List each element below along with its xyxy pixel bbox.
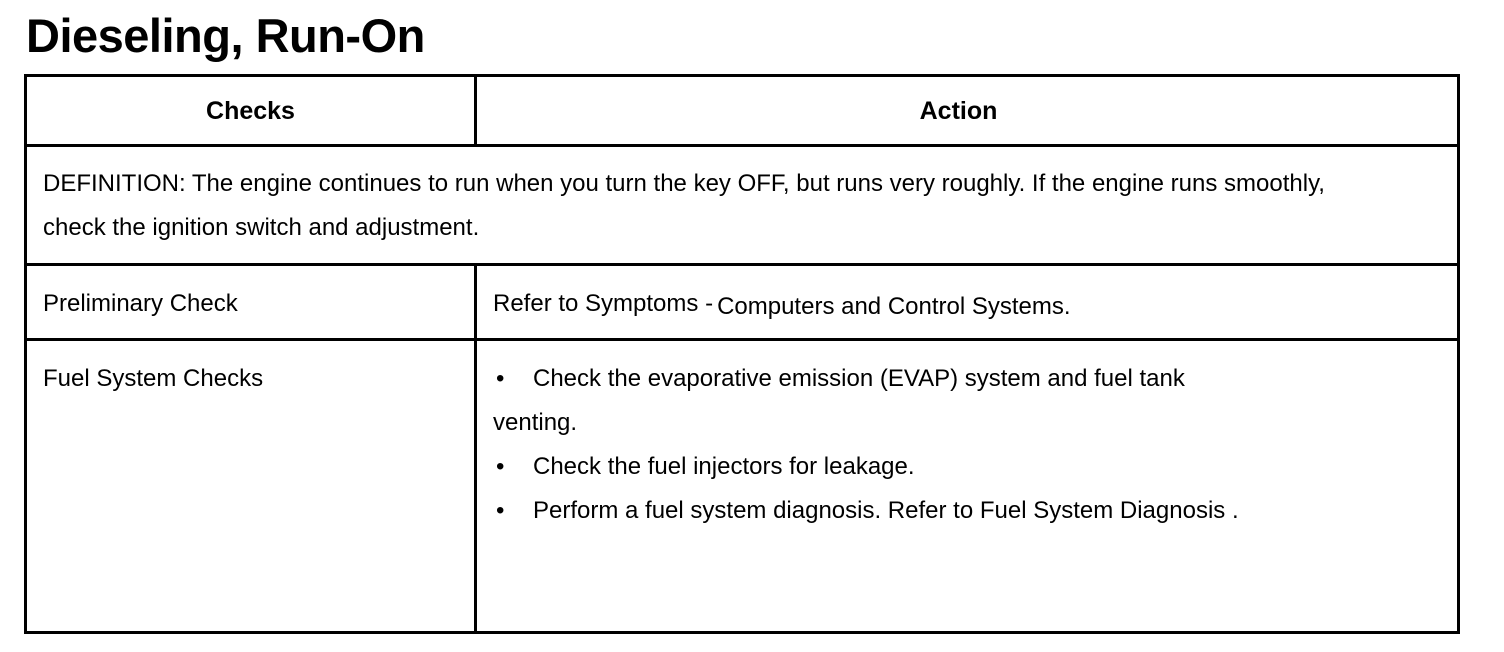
action-list-item [493, 357, 1185, 401]
header-checks: Checks [206, 97, 295, 125]
column-divider [474, 263, 477, 634]
page-title: Dieseling, Run-On [26, 9, 425, 62]
diagnostic-table [24, 74, 1460, 634]
action-item-text: Check the fuel injectors for leakage. [533, 453, 915, 480]
action-item-text: Perform a fuel system diagnosis. Refer to Fuel System Diagnosis . [533, 497, 1239, 524]
definition-text: DEFINITION: The engine continues to run when you turn the key OFF, but runs very roughly. If the engine runs smoothly, check the ignition switch and adjustment. [43, 170, 1325, 241]
bullet-icon: • [496, 453, 505, 480]
action-item-text: Check the evaporative emission (EVAP) system and fuel tank [533, 365, 1185, 392]
action-list-item [493, 445, 915, 489]
bullet-icon: • [496, 497, 505, 524]
action-reference-prefix: Refer to Symptoms - [493, 290, 714, 317]
action-reference-suffix: Computers and Control Systems. [717, 293, 1071, 320]
check-label: Preliminary Check [43, 290, 238, 317]
table-divider [27, 144, 1457, 147]
action-list-item-continuation [493, 401, 577, 445]
check-label: Fuel System Checks [43, 365, 264, 392]
bullet-icon: • [496, 365, 505, 392]
table-divider [27, 263, 1457, 266]
action-item-text: venting. [493, 409, 578, 436]
action-list-item [493, 489, 1239, 533]
header-action: Action [919, 97, 998, 125]
action-text [493, 282, 1071, 326]
table-divider [27, 338, 1457, 341]
